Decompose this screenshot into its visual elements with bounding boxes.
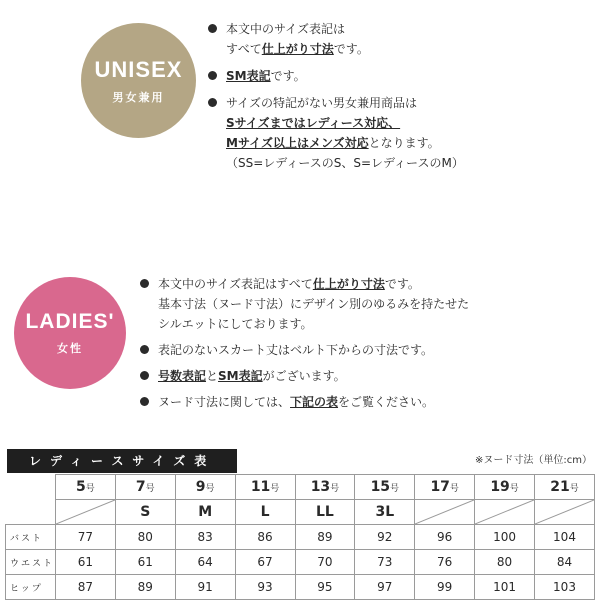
- measurement-value: 97: [355, 575, 415, 600]
- size-number: 9: [195, 479, 206, 495]
- measurement-value: 101: [475, 575, 535, 600]
- measurement-value: 76: [415, 550, 475, 575]
- ladies-notes: [140, 274, 590, 412]
- measurement-value: 91: [175, 575, 235, 600]
- size-letter-cell: 3L: [355, 500, 415, 525]
- measurement-value: 84: [535, 550, 595, 575]
- size-table-title: レディースサイズ表: [7, 449, 237, 473]
- measurement-row: [6, 525, 595, 550]
- diagonal-line: [475, 500, 534, 524]
- bullet-icon: [140, 279, 149, 288]
- measurement-value: 80: [475, 550, 535, 575]
- measurement-value: 89: [295, 525, 355, 550]
- measurement-value: 87: [56, 575, 116, 600]
- size-number-header: [355, 475, 415, 500]
- bullet-icon: [140, 371, 149, 380]
- size-number-header: [115, 475, 175, 500]
- size-number-header: [415, 475, 475, 500]
- size-letter-cell: S: [115, 500, 175, 525]
- ladies-note: 表記のないスカート丈はベルト下からの寸法です。: [140, 340, 590, 360]
- measurement-value: 77: [56, 525, 116, 550]
- empty-diagonal: [535, 500, 594, 524]
- size-table: [5, 474, 595, 600]
- size-go-suffix: 号: [390, 484, 400, 494]
- measurement-value: 64: [175, 550, 235, 575]
- ladies-note: 号数表記とSM表記がございます。: [140, 366, 590, 386]
- size-letter-row: [6, 500, 595, 525]
- size-number: 7: [135, 479, 146, 495]
- size-letter-cell: M: [175, 500, 235, 525]
- empty-diagonal: [415, 500, 474, 524]
- measurement-value: 70: [295, 550, 355, 575]
- measurement-value: 103: [535, 575, 595, 600]
- measurement-value: 86: [235, 525, 295, 550]
- size-number-header: [475, 475, 535, 500]
- ladies-title: LADIES': [25, 310, 115, 333]
- size-number-header: [56, 475, 116, 500]
- size-number: 5: [76, 479, 86, 495]
- bullet-icon: [208, 98, 217, 107]
- measurement-row: [6, 550, 595, 575]
- unisex-note: 本文中のサイズ表記は すべて仕上がり寸法です。: [208, 19, 593, 59]
- ladies-badge: [14, 277, 126, 389]
- empty-diagonal: [56, 500, 115, 524]
- size-number-header: [535, 475, 595, 500]
- bullet-icon: [140, 345, 149, 354]
- unisex-notes: [208, 19, 593, 173]
- size-letter-cell: [56, 500, 116, 525]
- size-number-row: [6, 475, 595, 500]
- unisex-note: SM表記です。: [208, 66, 593, 86]
- ladies-subtitle: 女性: [57, 342, 83, 355]
- measurement-value: 83: [175, 525, 235, 550]
- size-go-suffix: 号: [569, 484, 579, 494]
- bullet-icon: [208, 71, 217, 80]
- size-number: 13: [310, 479, 331, 495]
- measurement-value: 100: [475, 525, 535, 550]
- size-letter-cell: L: [235, 500, 295, 525]
- size-go-suffix: 号: [270, 484, 280, 494]
- ladies-note: 本文中のサイズ表記はすべて仕上がり寸法です。 基本寸法（ヌード寸法）にデザイン別のゆるみを持たせた シルエットにしております。: [140, 274, 590, 334]
- size-go-suffix: 号: [509, 484, 519, 494]
- empty-diagonal: [475, 500, 534, 524]
- measurement-value: 67: [235, 550, 295, 575]
- size-go-suffix: 号: [145, 484, 155, 494]
- size-number-header: [295, 475, 355, 500]
- unisex-subtitle: 男女兼用: [112, 90, 165, 104]
- diagonal-line: [535, 500, 594, 524]
- size-letter-cell: [415, 500, 475, 525]
- size-number: 17: [430, 479, 450, 495]
- measurement-label: ヒップ: [6, 575, 56, 600]
- unisex-note: サイズの特記がない男女兼用商品は Sサイズまではレディース対応、 Mサイズ以上はメンズ対応となります。 （SS=レディースのS、S=レディースのM）: [208, 93, 593, 173]
- bullet-icon: [140, 397, 149, 406]
- measurement-row: [6, 575, 595, 600]
- size-number-header: [235, 475, 295, 500]
- size-go-suffix: 号: [205, 484, 215, 494]
- size-number-header: [175, 475, 235, 500]
- measurement-value: 93: [235, 575, 295, 600]
- measurement-value: 95: [295, 575, 355, 600]
- measurement-label: バスト: [6, 525, 56, 550]
- diagonal-line: [415, 500, 474, 524]
- measurement-value: 61: [56, 550, 116, 575]
- measurement-label: ウエスト: [6, 550, 56, 575]
- size-go-suffix: 号: [330, 484, 340, 494]
- size-go-suffix: 号: [449, 484, 459, 494]
- size-go-suffix: 号: [85, 484, 95, 494]
- size-number: 19: [490, 479, 510, 495]
- unisex-badge: [81, 23, 196, 138]
- measurement-value: 80: [115, 525, 175, 550]
- unisex-title: UNISEX: [94, 56, 183, 82]
- size-number: 15: [370, 479, 391, 495]
- size-letter-cell: [535, 500, 595, 525]
- size-table-unit-note: ※ヌード寸法（単位:cm）: [475, 455, 592, 466]
- size-number: 21: [550, 479, 570, 495]
- ladies-note: ヌード寸法に関しては、下記の表をご覧ください。: [140, 392, 590, 412]
- diagonal-line: [56, 500, 115, 524]
- measurement-value: 89: [115, 575, 175, 600]
- bullet-icon: [208, 24, 217, 33]
- size-number: 11: [250, 479, 271, 495]
- measurement-value: 99: [415, 575, 475, 600]
- size-letter-cell: [475, 500, 535, 525]
- measurement-value: 61: [115, 550, 175, 575]
- measurement-value: 104: [535, 525, 595, 550]
- measurement-value: 92: [355, 525, 415, 550]
- measurement-value: 73: [355, 550, 415, 575]
- size-letter-cell: LL: [295, 500, 355, 525]
- measurement-value: 96: [415, 525, 475, 550]
